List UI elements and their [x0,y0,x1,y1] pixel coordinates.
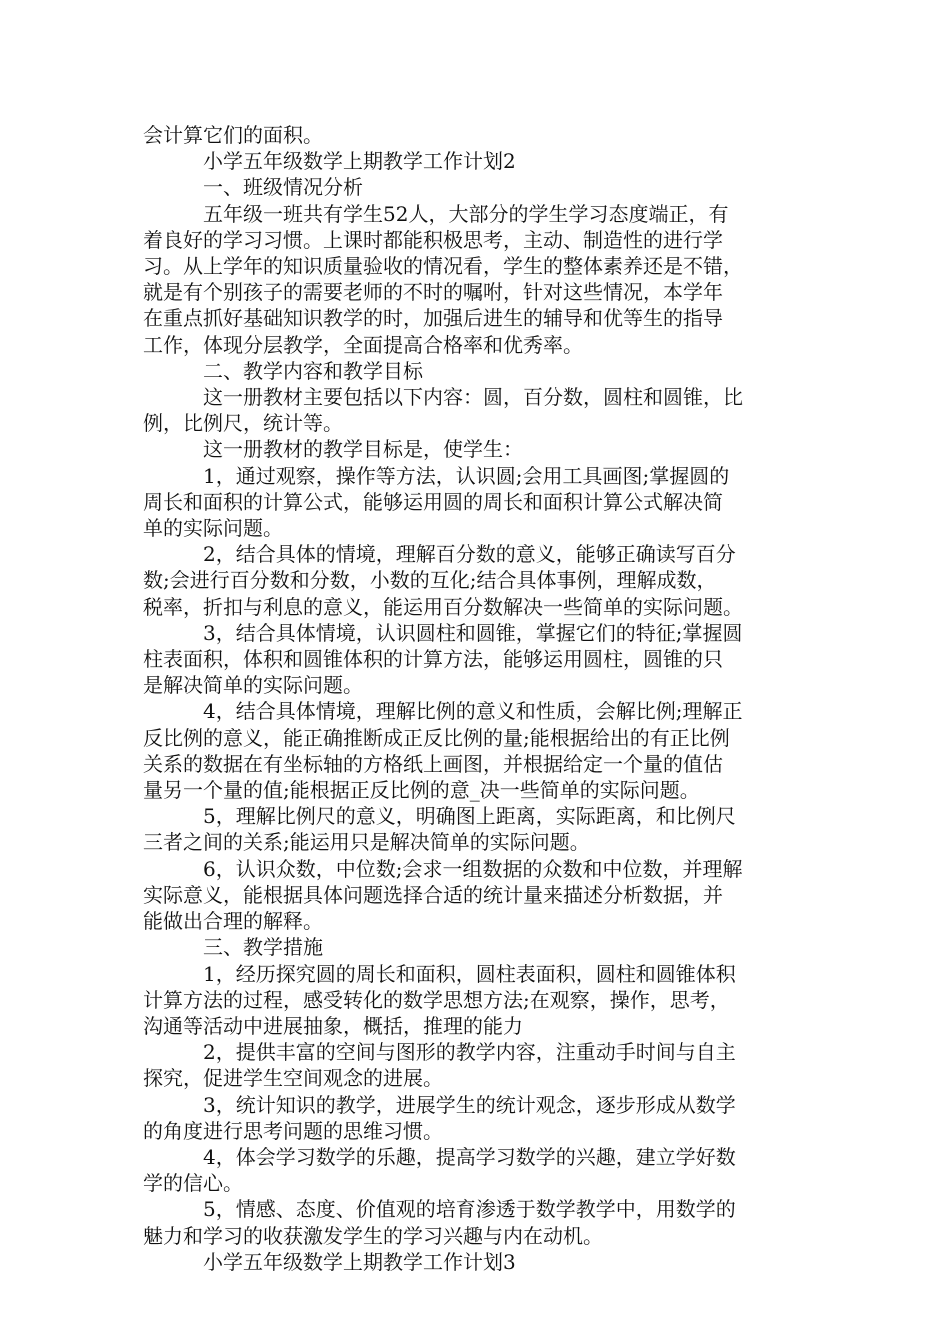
text-line: 关系的数据在有坐标轴的方格纸上画图，并根据给定一个量的值估 [143,751,723,776]
text-line: 这一册教材的教学目标是，使学生： [203,437,523,462]
text-line: 3，统计知识的教学，进展学生的统计观念，逐步形成从数学 [203,1092,736,1117]
text-line: 三、教学措施 [203,935,323,960]
text-line: 5，情感、态度、价值观的培育渗透于数学教学中，用数学的 [203,1197,736,1222]
text-line: 沟通等活动中进展抽象，概括，推理的能力 [143,1013,523,1038]
text-line: 数;会进行百分数和分数，小数的互化;结合具体事例，理解成数， [143,568,717,593]
text-line: 5，理解比例尺的意义，明确图上距离，实际距离，和比例尺 [203,804,736,829]
text-line: 6，认识众数，中位数;会求一组数据的众数和中位数，并理解 [203,856,743,881]
text-line: 探究，促进学生空间观念的进展。 [143,1066,443,1091]
text-line: 在重点抓好基础知识教学的时，加强后进生的辅导和优等生的指导 [143,306,723,331]
text-line: 魅力和学习的收获激发学生的学习兴趣与内在动机。 [143,1223,603,1248]
text-line: 工作，体现分层教学，全面提高合格率和优秀率。 [143,332,583,357]
text-line: 周长和面积的计算公式，能够运用圆的周长和面积计算公式解决简 [143,489,723,514]
text-line: 4，体会学习数学的乐趣，提高学习数学的兴趣，建立学好数 [203,1144,736,1169]
text-line: 二、教学内容和教学目标 [203,358,423,383]
document-body [143,122,807,1275]
text-line: 是解决简单的实际问题。 [143,673,363,698]
text-line: 就是有个别孩子的需要老师的不时的嘱咐，针对这些情况，本学年 [143,280,723,305]
text-line: 实际意义，能根据具体问题选择合适的统计量来描述分析数据，并 [143,882,723,907]
text-line: 税率，折扣与利息的意义，能运用百分数解决一些简单的实际问题。 [143,594,743,619]
text-line: 2，结合具体的情境，理解百分数的意义，能够正确读写百分 [203,542,736,567]
text-line: 学的信心。 [143,1171,243,1196]
text-line: 3，结合具体情境，认识圆柱和圆锥，掌握它们的特征;掌握圆 [203,620,743,645]
text-line: 例，比例尺，统计等。 [143,411,343,436]
text-line: 1，经历探究圆的周长和面积，圆柱表面积，圆柱和圆锥体积 [203,961,736,986]
text-line: 小学五年级数学上期教学工作计划2 [203,149,516,174]
text-line: 着良好的学习习惯。上课时都能积极思考，主动、制造性的进行学 [143,227,723,252]
text-line: 这一册教材主要包括以下内容：圆，百分数，圆柱和圆锥，比 [203,385,743,410]
text-line: 柱表面积，体积和圆锥体积的计算方法，能够运用圆柱，圆锥的只 [143,647,723,672]
text-line: 反比例的意义，能正确推断成正反比例的量;能根据给出的有正比例 [143,725,730,750]
text-line: 4，结合具体情境，理解比例的意义和性质，会解比例;理解正 [203,699,743,724]
text-line: 单的实际问题。 [143,516,283,541]
text-line: 量另一个量的值;能根据正反比例的意_决一些简单的实际问题。 [143,778,700,803]
text-line: 2，提供丰富的空间与图形的教学内容，注重动手时间与自主 [203,1040,736,1065]
text-line: 能做出合理的解释。 [143,909,323,934]
text-line: 三者之间的关系;能运用只是解决简单的实际问题。 [143,830,590,855]
text-line: 一、班级情况分析 [203,175,363,200]
text-line: 的角度进行思考问题的思维习惯。 [143,1118,443,1143]
text-line: 习。从上学年的知识质量验收的情况看，学生的整体素养还是不错， [143,254,743,279]
text-line: 计算方法的过程，感受转化的数学思想方法;在观察，操作，思考， [143,987,730,1012]
text-line: 会计算它们的面积。 [143,123,323,147]
text-line: 小学五年级数学上期教学工作计划3 [203,1249,516,1274]
text-line: 1，通过观察，操作等方法，认识圆;会用工具画图;掌握圆的 [203,463,730,488]
text-line: 五年级一班共有学生52人，大部分的学生学习态度端正，有 [203,201,729,226]
